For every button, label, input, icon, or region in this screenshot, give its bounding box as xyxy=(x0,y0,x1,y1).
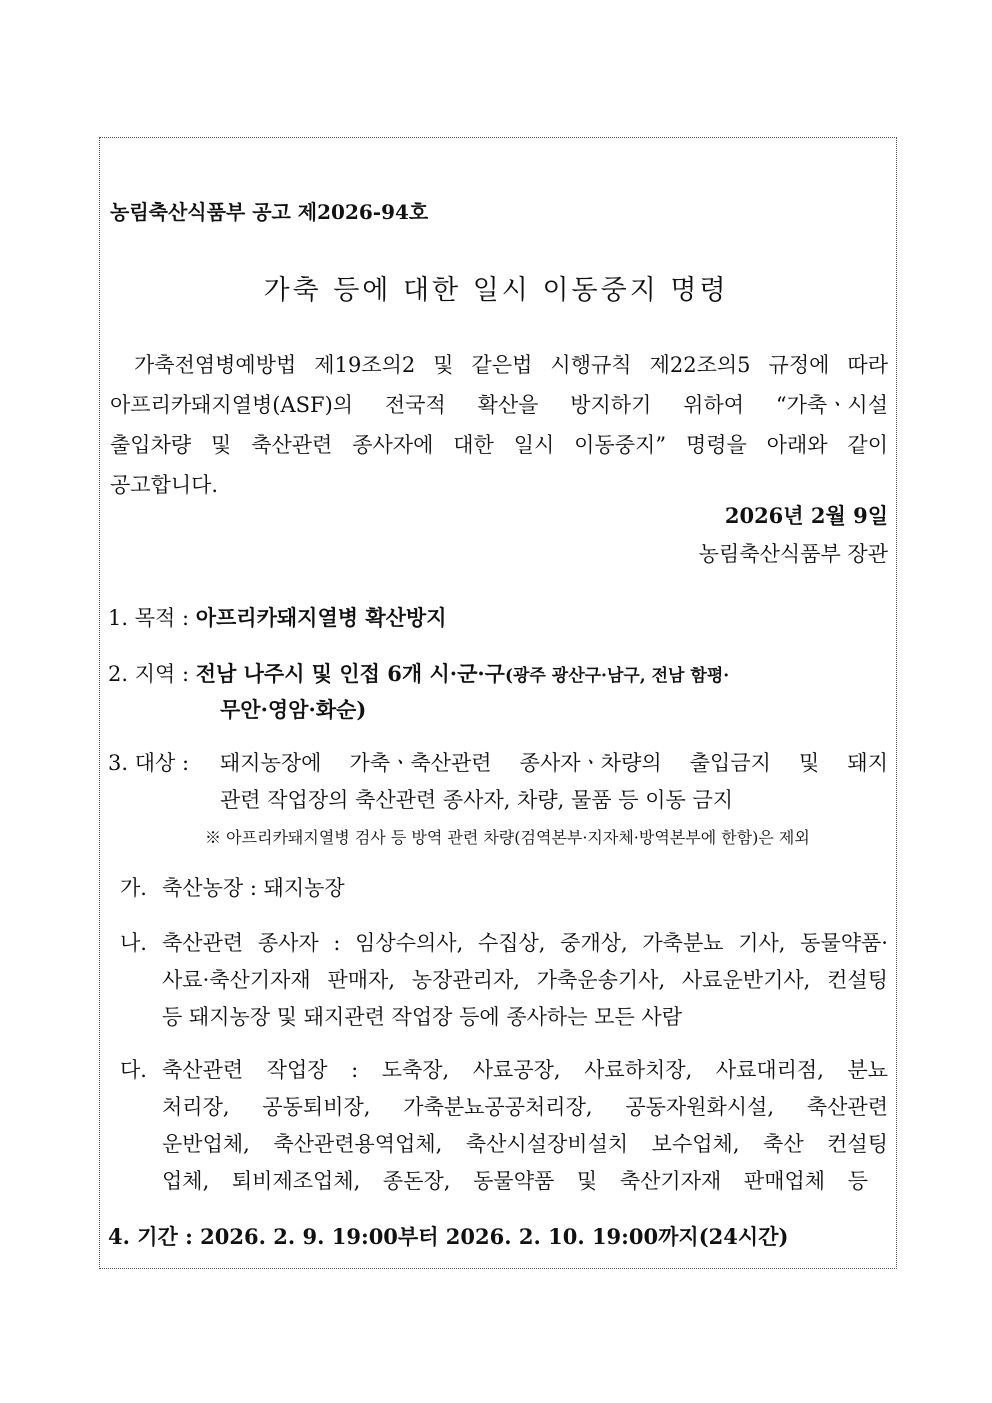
item-2-label: 2. 지역 : xyxy=(108,662,190,686)
sub-da-line-2: 처리장, 공동퇴비장, 가축분뇨공공처리장, 공동자원화시설, 축산관련 xyxy=(162,1095,888,1119)
item-2-value-main: 전남 나주시 및 인접 6개 시·군·구 xyxy=(195,661,505,686)
item-4: 4. 기간 : 2026. 2. 9. 19:00부터 2026. 2. 10. 19:00까지(24시간) xyxy=(108,1224,789,1249)
intro-line-3: 출입차량 및 축산관련 종사자에 대한 일시 이동중지” 명령을 아래와 같이 xyxy=(110,433,888,457)
intro-paragraph xyxy=(110,345,888,505)
item-3-line-1: 돼지농장에 가축ㆍ축산관련 종사자ㆍ차량의 출입금지 및 돼지 xyxy=(220,751,888,775)
issuer: 농림축산식품부 장관 xyxy=(698,542,888,566)
sub-na-line-2: 사료·축산기자재 판매자, 농장관리자, 가축운송기사, 사료운반기사, 컨설팅 xyxy=(162,968,888,992)
sub-da-line-3: 운반업체, 축산관련용역업체, 축산시설장비설치 보수업체, 축산 컨설팅 xyxy=(162,1132,888,1156)
item-2-value-paren-2: 무안·영암·화순) xyxy=(220,697,367,722)
sub-da-line-4: 업체, 퇴비제조업체, 종돈장, 동물약품 및 축산기자재 판매업체 등 xyxy=(162,1169,868,1193)
notice-number: 농림축산식품부 공고 제2026-94호 xyxy=(110,200,429,224)
sub-da-label: 다. xyxy=(120,1058,147,1082)
sub-ga-text: 축산농장 : 돼지농장 xyxy=(162,876,345,900)
document-title: 가축 등에 대한 일시 이동중지 명령 xyxy=(263,275,729,306)
sub-ga-label: 가. xyxy=(120,876,147,900)
sub-na-line-3: 등 돼지농장 및 돼지관련 작업장 등에 종사하는 모든 사람 xyxy=(162,1005,682,1029)
sub-da-line-1: 축산관련 작업장 : 도축장, 사료공장, 사료하치장, 사료대리점, 분뇨 xyxy=(162,1058,888,1082)
intro-line-4: 공고합니다. xyxy=(110,473,219,497)
item-1-value: 아프리카돼지열병 확산방지 xyxy=(195,605,447,630)
item-2 xyxy=(108,657,729,691)
item-1 xyxy=(108,601,446,635)
sub-na-line-1: 축산관련 종사자 : 임상수의사, 수집상, 중개상, 가축분뇨 기사, 동물약품· xyxy=(162,931,888,955)
item-2-value-paren-1: (광주 광산구·남구, 전남 함평· xyxy=(504,666,730,686)
sub-na-label: 나. xyxy=(120,931,147,955)
intro-line-1: 가축전염병예방법 제19조의2 및 같은법 시행규칙 제22조의5 규정에 따라 xyxy=(134,353,888,377)
item-1-label: 1. 목적 : xyxy=(108,606,190,630)
item-3-label: 3. 대상 : xyxy=(108,751,190,775)
notice-date: 2026년 2월 9일 xyxy=(724,503,888,528)
item-3-line-2: 관련 작업장의 축산관련 종사자, 차량, 물품 등 이동 금지 xyxy=(220,788,734,812)
item-3-note: ※ 아프리카돼지열병 검사 등 방역 관련 차량(검역본부·지자체·방역본부에 한함)은 제외 xyxy=(205,828,810,847)
intro-line-2: 아프리카돼지열병(ASF)의 전국적 확산을 방지하기 위하여 “가축ㆍ시설 xyxy=(110,393,888,417)
